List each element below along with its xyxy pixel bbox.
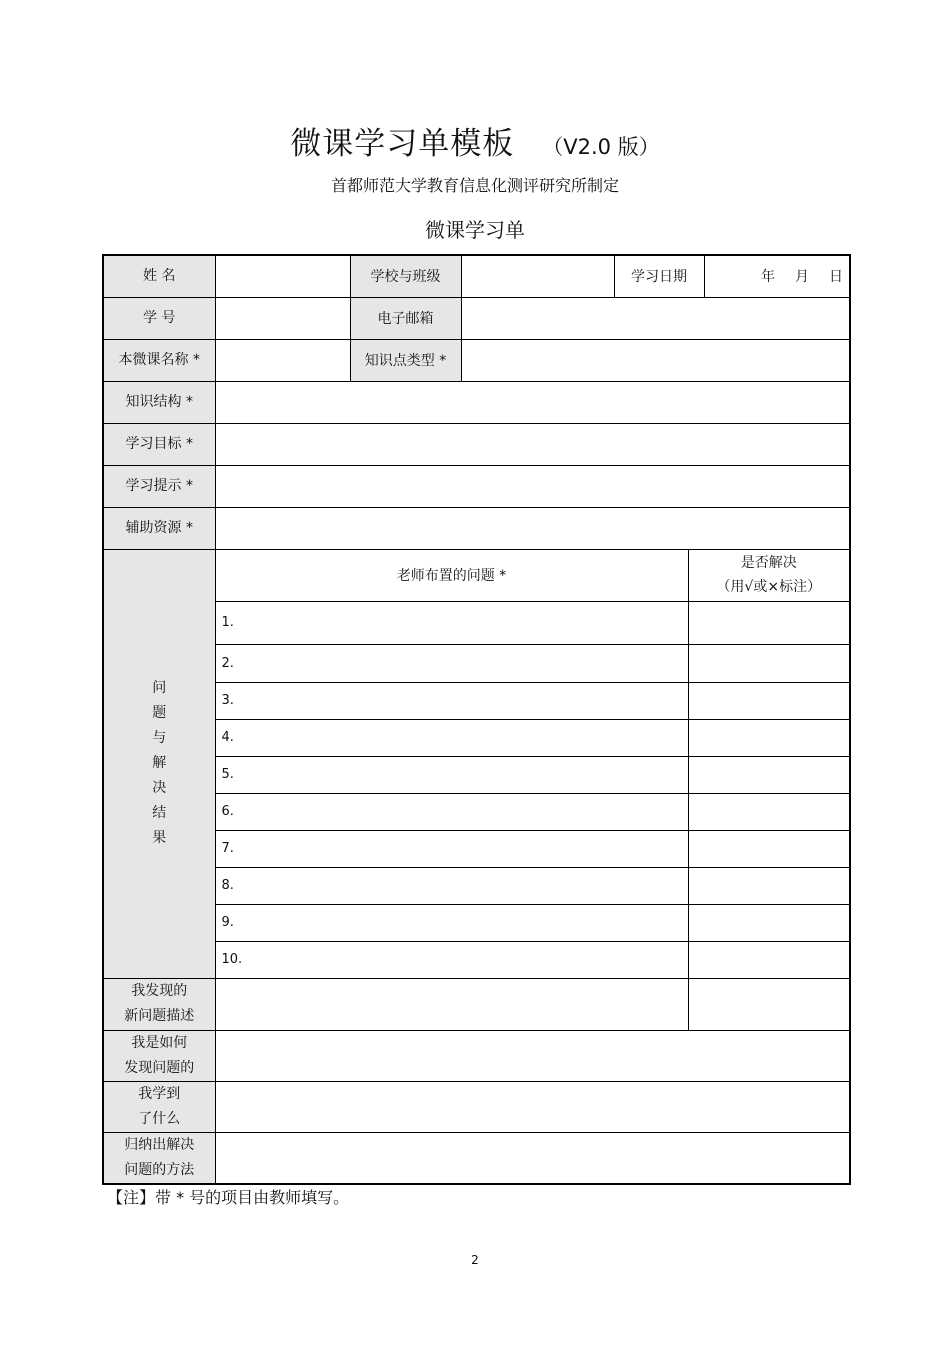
problems-section-label: 问 题 与 解 决 结 果 [103, 549, 215, 978]
teacher-questions-header: 老师布置的问题 * [215, 549, 688, 601]
question-row-3[interactable]: 3. [215, 682, 688, 719]
study-date-label: 学习日期 [614, 255, 704, 297]
title-row [0, 118, 950, 163]
solved-cell-4[interactable] [688, 719, 850, 756]
learning-tip-label: 学习提示 * [103, 465, 215, 507]
knowledge-type-label: 知识点类型 * [350, 339, 461, 381]
resources-field[interactable] [215, 507, 850, 549]
page-title: 微课学习单模板 [290, 126, 515, 162]
how-found-field[interactable] [215, 1030, 850, 1081]
question-row-6[interactable]: 6. [215, 793, 688, 830]
method-field[interactable] [215, 1132, 850, 1184]
study-sheet-table [102, 254, 851, 1185]
version-label: （V2.0 版） [542, 135, 660, 159]
student-id-field[interactable] [215, 297, 350, 339]
learning-goal-field[interactable] [215, 423, 850, 465]
question-row-4[interactable]: 4. [215, 719, 688, 756]
solved-cell-6[interactable] [688, 793, 850, 830]
knowledge-structure-field[interactable] [215, 381, 850, 423]
solved-cell-5[interactable] [688, 756, 850, 793]
course-name-label: 本微课名称 * [103, 339, 215, 381]
school-class-label: 学校与班级 [350, 255, 461, 297]
question-row-8[interactable]: 8. [215, 867, 688, 904]
new-problem-field[interactable] [215, 978, 688, 1030]
method-label: 归纳出解决 问题的方法 [103, 1132, 215, 1184]
name-field[interactable] [215, 255, 350, 297]
date-year: 年 [761, 269, 775, 286]
form-title: 微课学习单 [425, 218, 525, 242]
question-row-9[interactable]: 9. [215, 904, 688, 941]
date-day: 日 [829, 269, 843, 286]
date-month: 月 [795, 269, 809, 286]
learned-label: 我学到 了什么 [103, 1081, 215, 1132]
solved-cell-9[interactable] [688, 904, 850, 941]
question-row-1[interactable]: 1. [215, 601, 688, 644]
solved-cell-8[interactable] [688, 867, 850, 904]
footnote: 【注】带 * 号的项目由教师填写。 [107, 1188, 350, 1207]
solved-cell-1[interactable] [688, 601, 850, 644]
name-label: 姓 名 [103, 255, 215, 297]
solved-cell-7[interactable] [688, 830, 850, 867]
student-id-label: 学 号 [103, 297, 215, 339]
solved-header: 是否解决 （用√或×标注） [688, 549, 850, 601]
page-subtitle: 首都师范大学教育信息化测评研究所制定 [330, 176, 619, 195]
solved-cell-2[interactable] [688, 644, 850, 682]
question-row-10[interactable]: 10. [215, 941, 688, 978]
solved-cell-3[interactable] [688, 682, 850, 719]
course-name-field[interactable] [215, 339, 350, 381]
how-found-label: 我是如何 发现问题的 [103, 1030, 215, 1081]
school-class-field[interactable] [461, 255, 614, 297]
learning-tip-field[interactable] [215, 465, 850, 507]
learned-field[interactable] [215, 1081, 850, 1132]
new-problem-solved-cell[interactable] [688, 978, 850, 1030]
email-field[interactable] [461, 297, 850, 339]
knowledge-structure-label: 知识结构 * [103, 381, 215, 423]
knowledge-type-field[interactable] [461, 339, 850, 381]
solved-cell-10[interactable] [688, 941, 850, 978]
page-number: 2 [471, 1253, 479, 1267]
new-problem-label: 我发现的 新问题描述 [103, 978, 215, 1030]
question-row-2[interactable]: 2. [215, 644, 688, 682]
learning-goal-label: 学习目标 * [103, 423, 215, 465]
study-date-field[interactable] [704, 255, 850, 297]
question-row-5[interactable]: 5. [215, 756, 688, 793]
question-row-7[interactable]: 7. [215, 830, 688, 867]
email-label: 电子邮箱 [350, 297, 461, 339]
resources-label: 辅助资源 * [103, 507, 215, 549]
